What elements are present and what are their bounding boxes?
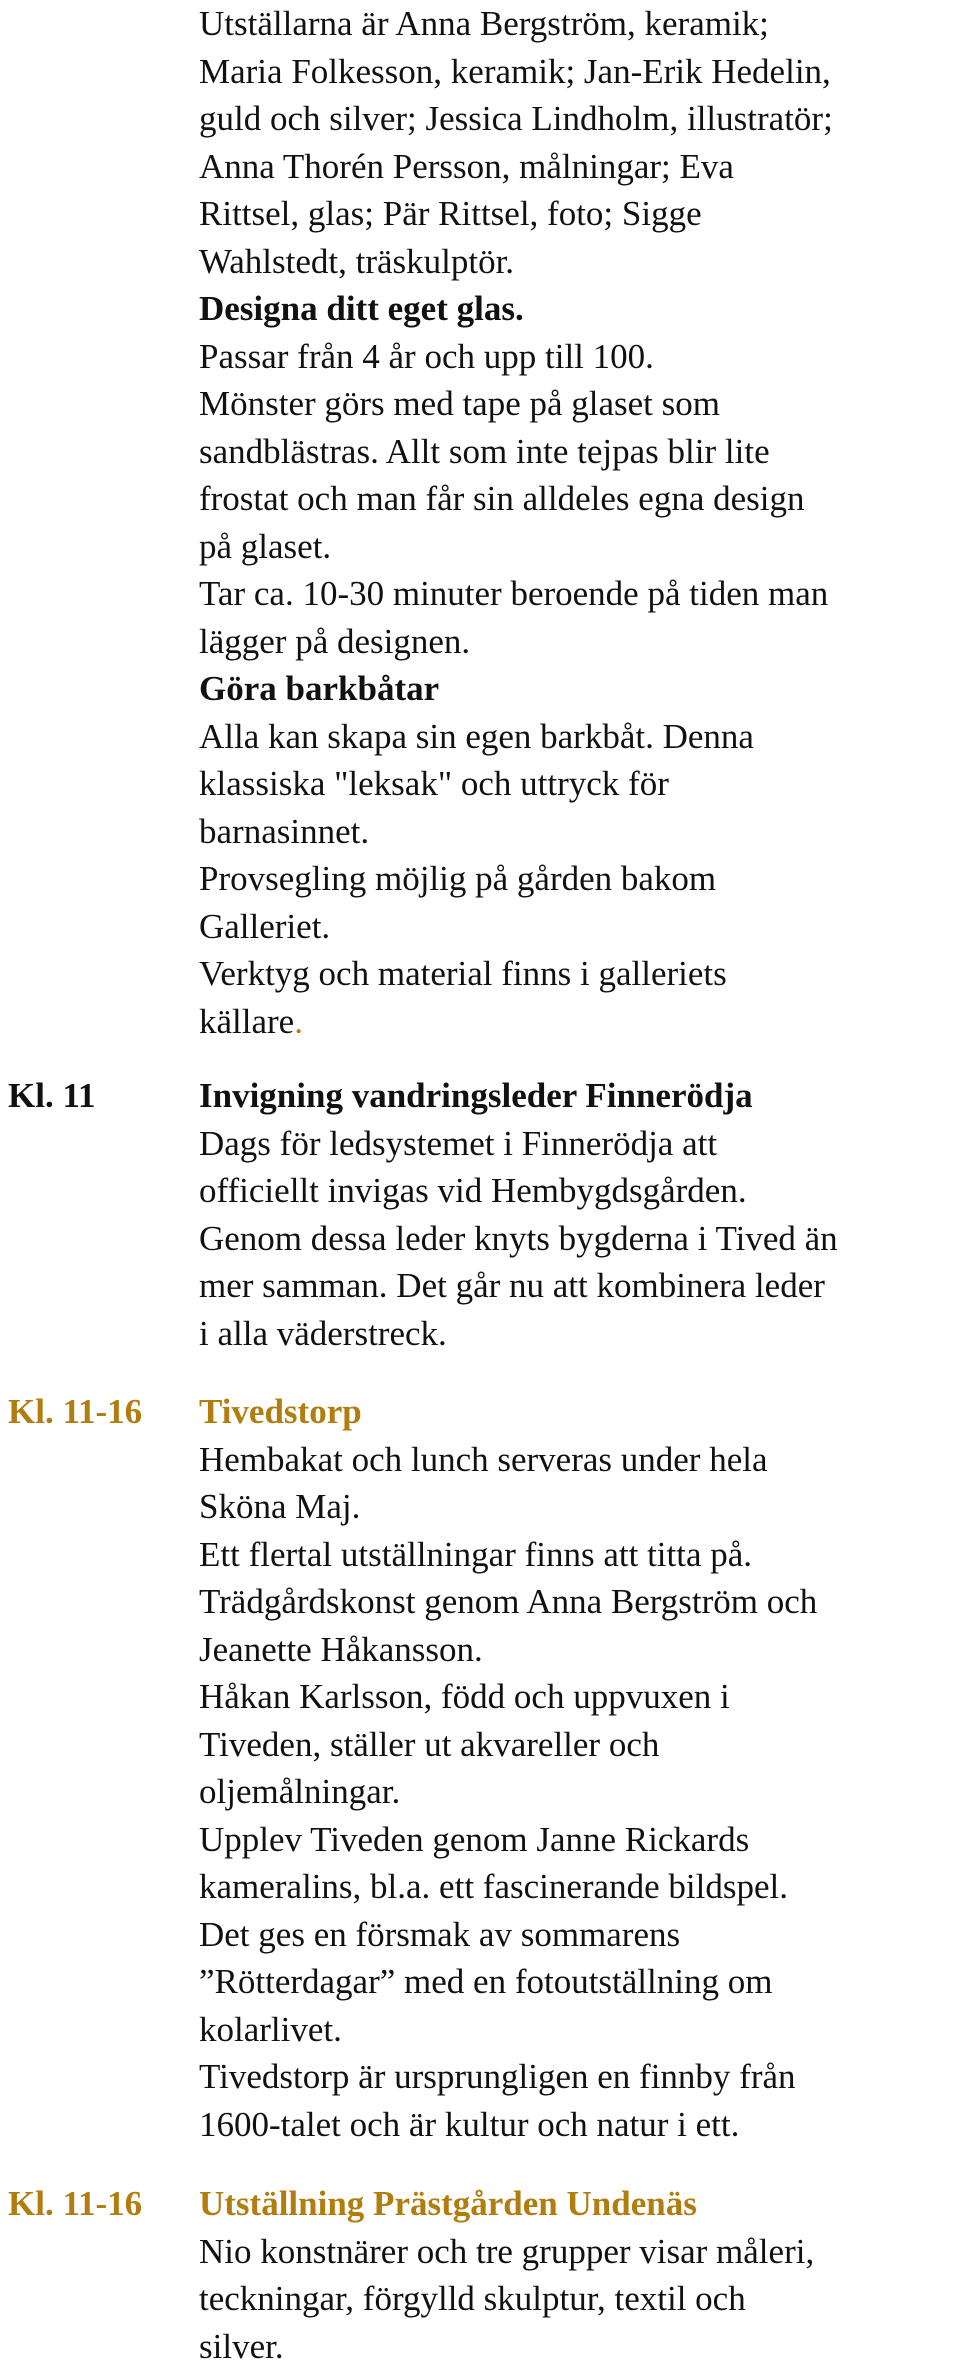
text-line: Wahlstedt, träskulptör. [199, 238, 959, 286]
text-line: oljemålningar. [199, 1768, 959, 1816]
text-line: Passar från 4 år och upp till 100. [199, 333, 959, 381]
glass-design-heading: Designa ditt eget glas. [199, 285, 959, 333]
text-line: 1600-talet och är kultur och natur i ett. [199, 2101, 959, 2149]
text-line: Nio konstnärer och tre grupper visar måleri, [199, 2228, 959, 2276]
exhibitors-text [199, 0, 959, 1045]
text-line: teckningar, förgylld skulptur, textil och [199, 2275, 959, 2323]
text-line: lägger på designen. [199, 618, 959, 666]
text-line: Tar ca. 10-30 minuter beroende på tiden man [199, 570, 959, 618]
text-line: på glaset. [199, 523, 959, 571]
text-line: officiellt invigas vid Hembygdsgården. [199, 1167, 959, 1215]
text-line: mer samman. Det går nu att kombinera leder [199, 1262, 959, 1310]
text-line: klassiska "leksak" och uttryck för [199, 760, 959, 808]
bark-boats-heading: Göra barkbåtar [199, 665, 959, 713]
text-line: Trädgårdskonst genom Anna Bergström och [199, 1578, 959, 1626]
text-line: kameralins, bl.a. ett fascinerande bildspel. [199, 1863, 959, 1911]
text-line: Tivedstorp är ursprungligen en finnby från [199, 2053, 959, 2101]
text-line: Utställarna är Anna Bergström, keramik; [199, 0, 959, 48]
event-body [199, 2180, 959, 2370]
text-line: Jeanette Håkansson. [199, 1626, 959, 1674]
text-line: Hembakat och lunch serveras under hela [199, 1436, 959, 1484]
event-title: Invigning vandringsleder Finnerödja [199, 1072, 959, 1120]
text-line: Genom dessa leder knyts bygderna i Tived än [199, 1215, 959, 1263]
text-line: Galleriet. [199, 903, 959, 951]
text-line: Provsegling möjlig på gården bakom [199, 855, 959, 903]
text-line: Maria Folkesson, keramik; Jan-Erik Hedelin, [199, 48, 959, 96]
text-line: Verktyg och material finns i galleriets [199, 950, 959, 998]
text-line: Anna Thorén Persson, målningar; Eva [199, 143, 959, 191]
text-line: Ett flertal utställningar finns att titta på. [199, 1531, 959, 1579]
event-time: Kl. 11-16 [8, 2180, 142, 2227]
text-line: guld och silver; Jessica Lindholm, illustratör; [199, 95, 959, 143]
text-line: barnasinnet. [199, 808, 959, 856]
text-line: Håkan Karlsson, född och uppvuxen i [199, 1673, 959, 1721]
text-line: kolarlivet. [199, 2006, 959, 2054]
text-line: ”Rötterdagar” med en fotoutställning om [199, 1958, 959, 2006]
text-line: Dags för ledsystemet i Finnerödja att [199, 1120, 959, 1168]
text-line: Rittsel, glas; Pär Rittsel, foto; Sigge [199, 190, 959, 238]
text-line: frostat och man får sin alldeles egna design [199, 475, 959, 523]
text-line: Mönster görs med tape på glaset som [199, 380, 959, 428]
text-line: sandblästras. Allt som inte tejpas blir lite [199, 428, 959, 476]
text-line: Alla kan skapa sin egen barkbåt. Denna [199, 713, 959, 761]
event-body [199, 1388, 959, 2148]
text-line: i alla väderstreck. [199, 1310, 959, 1358]
text-line: Upplev Tiveden genom Janne Rickards [199, 1816, 959, 1864]
text-line: Sköna Maj. [199, 1483, 959, 1531]
event-time: Kl. 11 [8, 1072, 96, 1119]
text-line [199, 998, 959, 1046]
text-fragment: källare [199, 1002, 294, 1041]
event-time: Kl. 11-16 [8, 1388, 142, 1435]
text-line: silver. [199, 2323, 959, 2370]
event-body [199, 1072, 959, 1357]
accent-period: . [294, 1002, 303, 1041]
text-line: Det ges en försmak av sommarens [199, 1911, 959, 1959]
text-line: Tiveden, ställer ut akvareller och [199, 1721, 959, 1769]
event-title: Utställning Prästgården Undenäs [199, 2180, 959, 2228]
event-title: Tivedstorp [199, 1388, 959, 1436]
